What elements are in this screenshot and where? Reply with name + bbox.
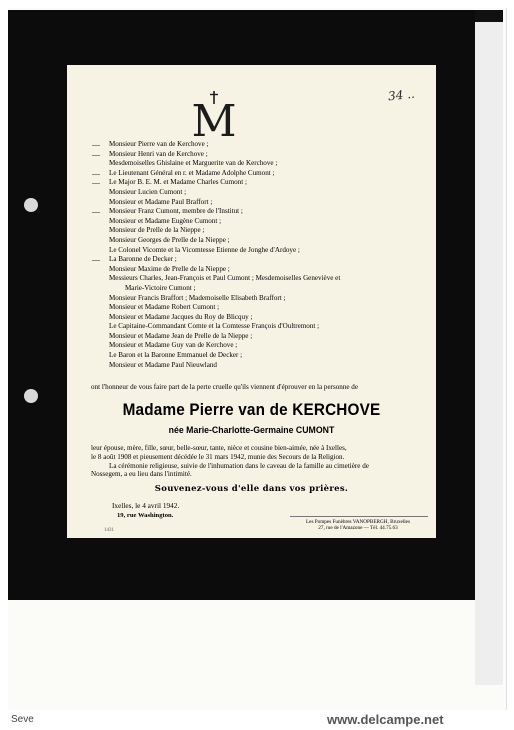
dash-mark: —	[92, 168, 100, 178]
printer-line: Les Pompes Funèbres VANOPBERGH, Bruxelles	[306, 519, 410, 525]
deceased-name: Madame Pierre van de KERCHOVE	[122, 400, 381, 419]
body-line: Nossegem, a eu lieu dans l'intimité.	[91, 470, 192, 479]
family-member-text: Monsieur Franz Cumont, membre de l'Institut ;	[109, 207, 243, 216]
family-member-text: Marie-Victoire Cumont ;	[125, 283, 196, 292]
family-member-text: Monsieur et Madame Eugène Cumont ;	[109, 216, 222, 225]
announcement-body	[91, 444, 421, 479]
site-watermark: www.delcampe.net	[327, 712, 444, 727]
family-member-line	[78, 150, 423, 160]
family-member-text: Monsieur et Madame Paul Braffort ;	[109, 197, 213, 206]
family-member-text: Monsieur et Madame Jean de Prelle de la Nieppe ;	[109, 331, 253, 340]
punch-hole-bottom	[24, 389, 38, 403]
family-member-text: Le Lieutenant Général en r. et Madame Adolphe Cumont ;	[109, 168, 275, 177]
family-member-line	[78, 322, 423, 332]
family-member-text: Monsieur Francis Braffort ; Mademoiselle Elisabeth Braffort ;	[109, 293, 286, 302]
announcement-intro: ont l'honneur de vous faire part de la perte cruelle qu'ils viennent d'éprouver en la personne de	[91, 383, 358, 391]
family-member-line	[78, 246, 423, 256]
handwritten-note: 34 ..	[387, 86, 416, 104]
seller-watermark: Seve	[11, 714, 34, 725]
family-member-line	[78, 303, 423, 313]
printer-credit	[283, 519, 433, 532]
family-member-text: Messieurs Charles, Jean-François et Paul Cumont ; Mesdemoiselles Geneviève et	[109, 274, 341, 283]
family-member-line	[78, 274, 423, 284]
family-member-text: Mesdemoiselles Ghislaine et Marguerite van de Kerchove ;	[109, 159, 278, 168]
family-member-line	[78, 294, 423, 304]
family-member-line	[78, 332, 423, 342]
family-address: 19, rue Washington.	[117, 512, 174, 519]
family-member-text: Monsieur Pierre van de Kerchove ;	[109, 140, 209, 148]
family-member-line	[78, 361, 423, 371]
family-member-line	[78, 313, 423, 323]
family-member-line	[78, 217, 423, 227]
family-member-line	[78, 207, 423, 217]
maiden-name: née Marie-Charlotte-Germaine CUMONT	[168, 425, 335, 436]
family-member-text: Le Major B. E. M. et Madame Charles Cumont ;	[109, 178, 247, 187]
family-member-text: Le Colonel Vicomte et la Vicomtesse Etienne de Jonghe d'Ardoye ;	[109, 245, 300, 254]
dash-mark: —	[92, 178, 100, 188]
prayer-motto: Souvenez-vous d'elle dans vos prières.	[154, 484, 349, 494]
printer-divider	[290, 516, 428, 517]
family-member-text: Monsieur Lucien Cumont ;	[109, 187, 187, 196]
family-member-text: Monsieur et Madame Guy van de Kerchove ;	[109, 341, 238, 350]
body-line: le 8 août 1908 et pieusement décédée le 31 mars 1942, munie des Secours de la Religion.	[91, 452, 345, 461]
marian-monogram-icon	[190, 90, 238, 138]
family-member-text: Monsieur Henri van de Kerchove ;	[109, 149, 208, 158]
place-and-date: Ixelles, le 4 avril 1942.	[112, 501, 180, 510]
family-member-line	[78, 284, 423, 294]
family-member-text: Le Capitaine-Commandant Comte et la Comtesse François d'Oultremont ;	[109, 322, 320, 331]
dash-mark: —	[92, 140, 100, 149]
family-member-text: Monsieur de Prelle de la Nieppe ;	[109, 226, 205, 235]
printer-line: 27, rue de l'Amazone — Tél. 44.75.63	[318, 525, 398, 532]
family-member-line	[78, 140, 423, 150]
body-line: La cérémonie religieuse, suivie de l'inhumation dans le caveau de la famille au cimetière de	[109, 461, 369, 470]
family-member-text: Monsieur Georges de Prelle de la Nieppe ;	[109, 235, 230, 244]
family-member-line	[78, 255, 423, 265]
scan-edge	[475, 22, 503, 685]
body-line: leur épouse, mère, fille, sœur, belle-sœur, tante, nièce et cousine bien-aimée, née à Ixelles,	[91, 444, 347, 452]
family-member-line	[78, 351, 423, 361]
family-member-line	[78, 236, 423, 246]
family-member-line	[78, 169, 423, 179]
family-member-text: Le Baron et la Baronne Emmanuel de Decker ;	[109, 351, 243, 360]
punch-hole-top	[24, 198, 38, 212]
announcing-family-list	[78, 140, 423, 370]
family-member-text: Monsieur et Madame Robert Cumont ;	[109, 303, 220, 312]
family-member-line	[78, 198, 423, 208]
family-member-text: Monsieur et Madame Paul Nieuwland	[109, 360, 217, 369]
svg-text:M: M	[191, 96, 237, 138]
dash-mark: —	[92, 207, 100, 217]
family-member-text: Monsieur Maxime de Prelle de la Nieppe ;	[109, 264, 230, 273]
print-number: 1431	[104, 528, 114, 533]
family-member-line	[78, 159, 423, 169]
family-member-text: Monsieur et Madame Jacques du Roy de Blicquy ;	[109, 312, 253, 321]
dash-mark: —	[92, 255, 100, 265]
family-member-text: La Baronne de Decker ;	[109, 255, 177, 264]
family-member-line	[78, 178, 423, 188]
family-member-line	[78, 341, 423, 351]
scan-edge-top	[475, 10, 503, 22]
family-member-line	[78, 265, 423, 275]
family-member-line	[78, 226, 423, 236]
family-member-line	[78, 188, 423, 198]
dash-mark: —	[92, 149, 100, 159]
